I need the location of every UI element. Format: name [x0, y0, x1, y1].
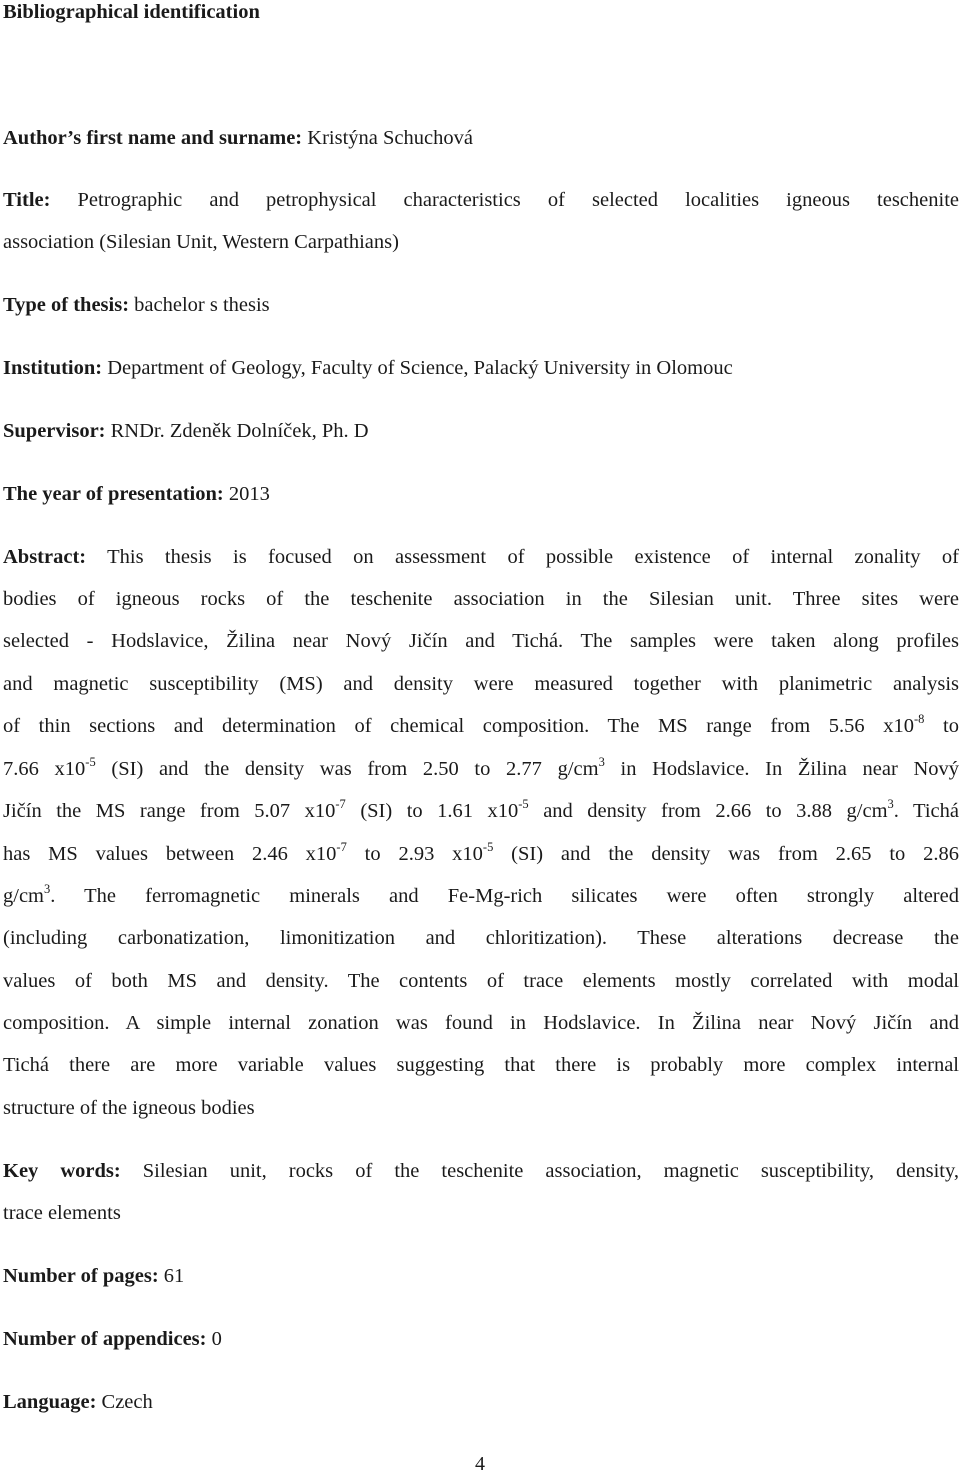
title-row-2 [3, 230, 959, 254]
abstract-text: and density from 2.66 to 3.88 g/cm [528, 800, 888, 822]
thesis-type-value: bachelor s thesis [134, 294, 270, 316]
abstract-text: (SI) and the density was from 2.50 to 2.77 g/cm [95, 758, 599, 780]
year-value: 2013 [228, 483, 270, 505]
thesis-type-label: Type of thesis: [3, 294, 130, 316]
superscript: 3 [598, 755, 605, 769]
author-row [3, 126, 959, 150]
keywords-row [3, 1159, 959, 1183]
institution-row [3, 356, 959, 380]
language-row [3, 1390, 959, 1414]
abstract-line-5 [3, 714, 959, 738]
keywords-value-line1: Silesian unit, rocks of the teschenite association, magnetic susceptibility, density, [142, 1160, 960, 1182]
institution-label: Institution: [3, 357, 103, 379]
abstract-text: (SI) and the density was from 2.65 to 2.86 [493, 843, 960, 865]
abstract-line-4: and magnetic susceptibility (MS) and density were measured together with planimetric analysis [3, 673, 959, 695]
superscript: -5 [518, 797, 529, 811]
supervisor-row [3, 419, 959, 443]
abstract-line-3: selected - Hodslavice, Žilina near Nový Jičín and Tichá. The samples were taken along profiles [3, 630, 959, 652]
title-row [3, 188, 959, 212]
pages-row [3, 1264, 959, 1288]
abstract-text: Jičín the MS range from 5.07 x10 [3, 800, 336, 822]
year-row [3, 482, 959, 506]
keywords-label: Key words: [3, 1160, 121, 1182]
superscript: 3 [44, 882, 51, 896]
abstract-line-12: composition. A simple internal zonation was found in Hodslavice. In Žilina near Nový Jičín and [3, 1012, 959, 1034]
abstract-line-10: (including carbonatization, limonitization and chloritization). These alterations decrease the [3, 927, 959, 949]
institution-value: Department of Geology, Faculty of Science, Palacký University in Olomouc [107, 357, 733, 379]
abstract-text: This thesis is focused on assessment of possible existence of internal zonality of [107, 546, 959, 568]
abstract-label: Abstract: [3, 546, 87, 568]
superscript: -7 [335, 797, 346, 811]
supervisor-label: Supervisor: [3, 420, 106, 442]
superscript: -8 [914, 712, 925, 726]
abstract-text: . Tichá [893, 800, 959, 822]
abstract-text: to 2.93 x10 [346, 843, 483, 865]
abstract-text: in Hodslavice. In Žilina near Nový [604, 758, 959, 780]
pages-value: 61 [163, 1265, 185, 1287]
pages-label: Number of pages: [3, 1265, 159, 1287]
abstract-line-13: Tichá there are more variable values suggesting that there is probably more complex internal [3, 1054, 959, 1076]
superscript: -5 [85, 755, 96, 769]
abstract-text: . The ferromagnetic minerals and Fe-Mg-rich silicates were often strongly altered [50, 885, 959, 907]
title-label: Title: [3, 189, 51, 211]
supervisor-value: RNDr. Zdeněk Dolníček, Ph. D [110, 420, 369, 442]
page-heading: Bibliographical identification [3, 1, 260, 23]
keywords-row-2 [3, 1201, 959, 1225]
title-value-line1: Petrographic and petrophysical characteristics of selected localities igneous teschenite [77, 189, 959, 211]
abstract-line-14: structure of the igneous bodies [3, 1097, 255, 1119]
abstract-text: to [924, 715, 959, 737]
author-value: Kristýna Schuchová [307, 127, 473, 149]
appendices-value: 0 [211, 1328, 222, 1350]
abstract-text: (SI) to 1.61 x10 [345, 800, 519, 822]
superscript: 3 [887, 797, 894, 811]
abstract-text: of thin sections and determination of chemical composition. The MS range from 5.56 x10 [3, 715, 915, 737]
abstract-line-9 [3, 884, 959, 908]
abstract-line-6 [3, 757, 959, 781]
abstract-line-11: values of both MS and density. The contents of trace elements mostly correlated with modal [3, 970, 959, 992]
abstract-line-1 [3, 545, 959, 569]
abstract-text: has MS values between 2.46 x10 [3, 843, 337, 865]
abstract-line-2: bodies of igneous rocks of the teschenite association in the Silesian unit. Three sites were [3, 588, 959, 610]
language-label: Language: [3, 1391, 97, 1413]
author-label: Author’s first name and surname: [3, 127, 303, 149]
page-number: 4 [475, 1453, 485, 1475]
superscript: -5 [482, 840, 494, 854]
thesis-type-row [3, 293, 959, 317]
title-value-line2: association (Silesian Unit, Western Carpathians) [3, 231, 399, 253]
year-label: The year of presentation: [3, 483, 224, 505]
language-value: Czech [101, 1391, 153, 1413]
abstract-text: g/cm [3, 885, 44, 907]
abstract-line-7 [3, 799, 959, 823]
abstract-line-8 [3, 842, 959, 866]
abstract-text: 7.66 x10 [3, 758, 86, 780]
superscript: -7 [336, 840, 347, 854]
appendices-row [3, 1327, 959, 1351]
appendices-label: Number of appendices: [3, 1328, 207, 1350]
keywords-value-line2: trace elements [3, 1202, 121, 1224]
